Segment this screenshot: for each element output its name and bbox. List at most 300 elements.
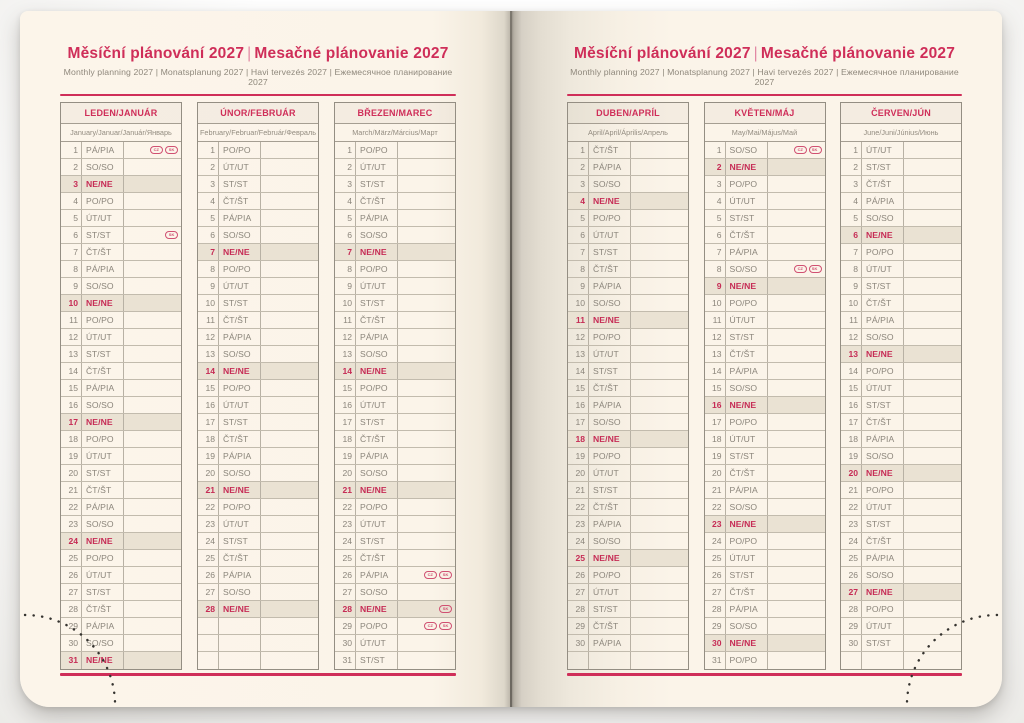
day-row xyxy=(335,176,455,193)
day-number: 18 xyxy=(848,434,858,445)
day-abbr: ÚT/UT xyxy=(355,159,397,175)
day-number: 5 xyxy=(580,213,585,224)
page-subtitle: Monthly planning 2027 | Monatsplanung 2027 | Havi tervezés 2027 | Ежемесячное планирование 2027 xyxy=(570,66,959,87)
day-number: 21 xyxy=(342,485,352,496)
day-note xyxy=(630,227,688,243)
day-note xyxy=(397,584,455,600)
day-note xyxy=(123,363,181,379)
day-number: 2 xyxy=(347,162,352,173)
day-abbr: NE/NE xyxy=(725,516,767,532)
day-note xyxy=(397,346,455,362)
day-row xyxy=(705,210,825,227)
day-number: 29 xyxy=(68,621,78,632)
day-number xyxy=(198,618,218,634)
day-row xyxy=(568,482,688,499)
day-abbr: PO/PO xyxy=(218,499,260,515)
day-number: 21 xyxy=(68,485,78,496)
day-abbr: PO/PO xyxy=(218,261,260,277)
sk-holiday-badge: SK xyxy=(439,622,452,630)
day-note xyxy=(260,295,318,311)
day-row xyxy=(198,584,318,601)
day-row xyxy=(705,550,825,567)
day-number: 14 xyxy=(205,366,215,377)
day-note xyxy=(903,363,961,379)
diary-spread xyxy=(20,11,1002,707)
day-row xyxy=(198,176,318,193)
day-row xyxy=(841,414,961,431)
day-row xyxy=(568,618,688,635)
day-note xyxy=(260,193,318,209)
day-abbr: ČT/ŠT xyxy=(861,176,903,192)
day-row xyxy=(61,380,181,397)
day-number: 28 xyxy=(848,604,858,615)
day-number: 23 xyxy=(342,519,352,530)
empty-row xyxy=(568,652,688,669)
day-row xyxy=(568,227,688,244)
day-number: 8 xyxy=(210,264,215,275)
day-abbr: ST/ST xyxy=(81,227,123,243)
day-abbr: ČT/ŠT xyxy=(588,499,630,515)
day-row xyxy=(335,465,455,482)
day-note xyxy=(260,499,318,515)
day-row xyxy=(705,652,825,669)
day-number: 9 xyxy=(73,281,78,292)
day-abbr: ČT/ŠT xyxy=(355,193,397,209)
month-name: KVĚTEN/MÁJ xyxy=(705,103,825,124)
day-note xyxy=(397,652,455,669)
day-abbr: ST/ST xyxy=(588,601,630,617)
day-number: 3 xyxy=(347,179,352,190)
day-row xyxy=(198,346,318,363)
day-abbr: ST/ST xyxy=(81,346,123,362)
day-note xyxy=(123,159,181,175)
day-number: 15 xyxy=(711,383,722,394)
day-number: 22 xyxy=(848,502,858,513)
day-row xyxy=(61,346,181,363)
day-number: 28 xyxy=(342,604,352,615)
day-number: 7 xyxy=(716,247,722,258)
day-row xyxy=(198,142,318,159)
day-number: 27 xyxy=(342,587,352,598)
day-abbr: ÚT/UT xyxy=(588,465,630,481)
day-note xyxy=(630,261,688,277)
day-number: 4 xyxy=(853,196,858,207)
day-abbr: ÚT/UT xyxy=(355,516,397,532)
day-number: 9 xyxy=(853,281,858,292)
day-abbr: PO/PO xyxy=(725,295,767,311)
day-note xyxy=(630,550,688,566)
month-subtitle: April/April/Április/Апрель xyxy=(568,124,688,142)
day-number: 23 xyxy=(205,519,215,530)
day-number: 28 xyxy=(575,604,585,615)
day-number: 13 xyxy=(575,349,585,360)
day-note xyxy=(260,652,318,669)
day-note xyxy=(630,380,688,396)
day-note xyxy=(260,244,318,260)
day-abbr: PO/PO xyxy=(218,380,260,396)
day-note xyxy=(630,329,688,345)
day-note xyxy=(123,380,181,396)
day-row xyxy=(841,346,961,363)
day-abbr: SO/SO xyxy=(355,465,397,481)
day-number: 24 xyxy=(711,536,722,547)
day-abbr: ÚT/UT xyxy=(355,635,397,651)
month-column xyxy=(334,102,456,670)
cz-holiday-badge: CZ xyxy=(150,146,163,154)
day-number: 7 xyxy=(73,247,78,258)
day-note xyxy=(630,482,688,498)
day-abbr: PO/PO xyxy=(81,312,123,328)
day-number: 1 xyxy=(73,145,78,156)
day-number: 1 xyxy=(210,145,215,156)
day-row xyxy=(841,363,961,380)
day-note xyxy=(260,312,318,328)
day-note xyxy=(767,533,825,549)
day-note xyxy=(630,431,688,447)
day-row xyxy=(335,244,455,261)
page-title-slovak: Mesačné plánovanie 2027 xyxy=(254,45,449,62)
day-number: 14 xyxy=(342,366,352,377)
day-number: 24 xyxy=(205,536,215,547)
day-number xyxy=(198,635,218,651)
day-row xyxy=(335,159,455,176)
day-abbr: NE/NE xyxy=(725,159,767,175)
day-row xyxy=(61,499,181,516)
day-note xyxy=(260,414,318,430)
day-row xyxy=(335,584,455,601)
day-abbr: NE/NE xyxy=(81,533,123,549)
day-number: 20 xyxy=(711,468,722,479)
day-row xyxy=(198,278,318,295)
day-note xyxy=(630,159,688,175)
day-number: 16 xyxy=(575,400,585,411)
day-row xyxy=(705,601,825,618)
day-row xyxy=(705,261,825,278)
day-abbr: SO/SO xyxy=(355,346,397,362)
day-note xyxy=(767,635,825,651)
day-row xyxy=(61,278,181,295)
day-number: 29 xyxy=(575,621,585,632)
top-rule xyxy=(567,94,962,96)
day-abbr: PO/PO xyxy=(861,482,903,498)
day-row xyxy=(335,210,455,227)
day-row xyxy=(61,431,181,448)
day-abbr: ST/ST xyxy=(588,363,630,379)
day-number: 26 xyxy=(205,570,215,581)
day-note xyxy=(767,142,825,158)
day-abbr: PÁ/PIA xyxy=(355,567,397,583)
book-spine xyxy=(510,11,512,707)
day-row xyxy=(61,142,181,159)
day-abbr: NE/NE xyxy=(81,295,123,311)
day-abbr: ST/ST xyxy=(861,159,903,175)
day-abbr: PÁ/PIA xyxy=(218,448,260,464)
day-abbr xyxy=(218,635,260,651)
day-row xyxy=(61,193,181,210)
day-row xyxy=(198,414,318,431)
day-number: 24 xyxy=(342,536,352,547)
day-note xyxy=(397,261,455,277)
day-number: 27 xyxy=(205,587,215,598)
day-note xyxy=(123,533,181,549)
day-row xyxy=(335,278,455,295)
day-note xyxy=(260,448,318,464)
month-subtitle: March/März/Március/Март xyxy=(335,124,455,142)
day-row xyxy=(335,431,455,448)
day-note xyxy=(397,159,455,175)
day-number: 24 xyxy=(68,536,78,547)
day-abbr: PÁ/PIA xyxy=(588,397,630,413)
day-note xyxy=(397,635,455,651)
day-number: 20 xyxy=(342,468,352,479)
page-title xyxy=(567,45,962,63)
day-abbr: ČT/ŠT xyxy=(861,533,903,549)
day-abbr: ČT/ŠT xyxy=(725,346,767,362)
day-row xyxy=(568,142,688,159)
month-name: LEDEN/JANUÁR xyxy=(61,103,181,124)
day-abbr: NE/NE xyxy=(861,227,903,243)
day-note xyxy=(397,380,455,396)
day-note xyxy=(260,159,318,175)
day-row xyxy=(198,397,318,414)
day-note xyxy=(903,176,961,192)
day-row xyxy=(841,312,961,329)
month-name: ÚNOR/FEBRUÁR xyxy=(198,103,318,124)
day-note xyxy=(397,431,455,447)
day-row xyxy=(841,533,961,550)
day-abbr: ÚT/UT xyxy=(861,261,903,277)
day-note xyxy=(123,431,181,447)
day-abbr: ÚT/UT xyxy=(725,550,767,566)
day-abbr: SO/SO xyxy=(725,499,767,515)
day-note xyxy=(397,227,455,243)
day-row xyxy=(61,329,181,346)
day-abbr: ÚT/UT xyxy=(861,142,903,158)
day-row xyxy=(841,244,961,261)
day-note xyxy=(903,414,961,430)
day-number: 30 xyxy=(711,638,722,649)
day-row xyxy=(335,601,455,618)
day-number: 6 xyxy=(347,230,352,241)
day-row xyxy=(198,601,318,618)
day-row xyxy=(841,210,961,227)
day-abbr: PO/PO xyxy=(355,380,397,396)
day-abbr: SO/SO xyxy=(355,227,397,243)
day-note xyxy=(767,261,825,277)
day-note xyxy=(903,312,961,328)
day-row xyxy=(335,227,455,244)
empty-row xyxy=(198,635,318,652)
day-note xyxy=(630,618,688,634)
day-abbr: ST/ST xyxy=(218,295,260,311)
day-abbr: PÁ/PIA xyxy=(861,193,903,209)
day-note xyxy=(903,550,961,566)
day-note xyxy=(123,397,181,413)
day-note xyxy=(260,601,318,617)
day-note xyxy=(630,397,688,413)
day-number: 29 xyxy=(711,621,722,632)
day-number: 2 xyxy=(853,162,858,173)
day-note xyxy=(397,499,455,515)
day-abbr: NE/NE xyxy=(355,482,397,498)
day-note xyxy=(767,295,825,311)
day-note xyxy=(903,448,961,464)
day-row xyxy=(841,261,961,278)
day-number: 7 xyxy=(347,247,352,258)
day-row xyxy=(568,193,688,210)
day-number: 12 xyxy=(68,332,78,343)
day-abbr: PO/PO xyxy=(861,244,903,260)
day-abbr: ÚT/UT xyxy=(81,567,123,583)
day-abbr: NE/NE xyxy=(725,397,767,413)
day-note xyxy=(903,244,961,260)
day-note xyxy=(767,312,825,328)
day-number: 4 xyxy=(580,196,585,207)
day-abbr: ÚT/UT xyxy=(725,312,767,328)
day-number: 17 xyxy=(68,417,78,428)
day-abbr: SO/SO xyxy=(861,329,903,345)
day-number: 11 xyxy=(69,315,78,326)
day-number: 5 xyxy=(73,213,78,224)
day-note xyxy=(397,465,455,481)
sk-holiday-badge: SK xyxy=(165,231,178,239)
day-row xyxy=(705,567,825,584)
day-row xyxy=(335,618,455,635)
day-number: 22 xyxy=(68,502,78,513)
day-number: 13 xyxy=(68,349,78,360)
day-abbr: ČT/ŠT xyxy=(218,431,260,447)
day-number: 7 xyxy=(580,247,585,258)
month-column xyxy=(60,102,182,670)
day-row xyxy=(335,397,455,414)
day-abbr: PO/PO xyxy=(81,431,123,447)
day-number: 19 xyxy=(711,451,722,462)
day-note xyxy=(767,329,825,345)
day-abbr: NE/NE xyxy=(861,584,903,600)
day-number: 18 xyxy=(711,434,722,445)
day-number: 31 xyxy=(342,655,352,666)
day-abbr: SO/SO xyxy=(725,142,767,158)
day-abbr: ST/ST xyxy=(588,244,630,260)
day-abbr: ÚT/UT xyxy=(81,210,123,226)
day-note xyxy=(397,550,455,566)
day-abbr xyxy=(588,652,630,669)
day-note xyxy=(397,244,455,260)
day-number: 16 xyxy=(68,400,78,411)
day-number: 19 xyxy=(342,451,352,462)
day-number: 1 xyxy=(716,145,722,156)
day-note xyxy=(630,516,688,532)
day-number: 19 xyxy=(68,451,78,462)
day-row xyxy=(198,329,318,346)
day-number: 26 xyxy=(575,570,585,581)
day-abbr: PÁ/PIA xyxy=(81,499,123,515)
day-note xyxy=(767,414,825,430)
day-row xyxy=(705,618,825,635)
day-note xyxy=(903,567,961,583)
day-note xyxy=(767,465,825,481)
day-number: 26 xyxy=(68,570,78,581)
day-note xyxy=(260,142,318,158)
day-number: 20 xyxy=(848,468,858,479)
day-abbr: SO/SO xyxy=(218,346,260,362)
day-note xyxy=(767,448,825,464)
day-row xyxy=(335,363,455,380)
day-row xyxy=(841,329,961,346)
day-abbr: ÚT/UT xyxy=(861,380,903,396)
day-abbr: ST/ST xyxy=(861,278,903,294)
day-row xyxy=(198,312,318,329)
day-abbr: PÁ/PIA xyxy=(725,244,767,260)
day-abbr: ST/ST xyxy=(355,414,397,430)
day-abbr: SO/SO xyxy=(81,516,123,532)
day-abbr: ST/ST xyxy=(725,567,767,583)
day-row xyxy=(705,346,825,363)
day-number: 5 xyxy=(716,213,722,224)
day-abbr: NE/NE xyxy=(218,244,260,260)
day-number: 23 xyxy=(575,519,585,530)
day-row xyxy=(198,482,318,499)
day-abbr: SO/SO xyxy=(81,159,123,175)
day-abbr: ČT/ŠT xyxy=(861,295,903,311)
day-number: 3 xyxy=(716,179,722,190)
day-abbr: ÚT/UT xyxy=(81,329,123,345)
day-row xyxy=(335,550,455,567)
month-name: ČERVEN/JÚN xyxy=(841,103,961,124)
day-abbr: PÁ/PIA xyxy=(81,142,123,158)
day-number: 27 xyxy=(575,587,585,598)
day-abbr: PO/PO xyxy=(725,414,767,430)
page-title-czech: Měsíční plánování 2027 xyxy=(67,45,245,62)
day-note xyxy=(767,397,825,413)
day-number: 5 xyxy=(347,213,352,224)
day-abbr: ST/ST xyxy=(861,397,903,413)
day-row xyxy=(705,584,825,601)
sk-holiday-badge: SK xyxy=(439,571,452,579)
day-note xyxy=(260,227,318,243)
day-note xyxy=(903,431,961,447)
day-note xyxy=(767,499,825,515)
day-row xyxy=(568,329,688,346)
day-note xyxy=(630,363,688,379)
day-row xyxy=(568,516,688,533)
day-row xyxy=(568,550,688,567)
day-note xyxy=(397,329,455,345)
day-abbr xyxy=(218,618,260,634)
day-row xyxy=(198,533,318,550)
day-abbr: ST/ST xyxy=(218,176,260,192)
day-abbr: ČT/ŠT xyxy=(725,227,767,243)
day-number: 26 xyxy=(711,570,722,581)
day-abbr: PÁ/PIA xyxy=(588,159,630,175)
day-abbr: ÚT/UT xyxy=(588,584,630,600)
day-row xyxy=(705,414,825,431)
day-abbr: PÁ/PIA xyxy=(725,482,767,498)
day-abbr: PO/PO xyxy=(725,652,767,669)
day-abbr: NE/NE xyxy=(588,312,630,328)
day-note xyxy=(903,516,961,532)
day-abbr: ÚT/UT xyxy=(81,448,123,464)
day-abbr: ST/ST xyxy=(861,516,903,532)
day-row xyxy=(568,414,688,431)
day-abbr: SO/SO xyxy=(861,210,903,226)
day-note xyxy=(123,482,181,498)
day-number: 1 xyxy=(347,145,352,156)
day-abbr: SO/SO xyxy=(218,584,260,600)
day-number: 7 xyxy=(853,247,858,258)
day-row xyxy=(841,176,961,193)
empty-row xyxy=(198,618,318,635)
